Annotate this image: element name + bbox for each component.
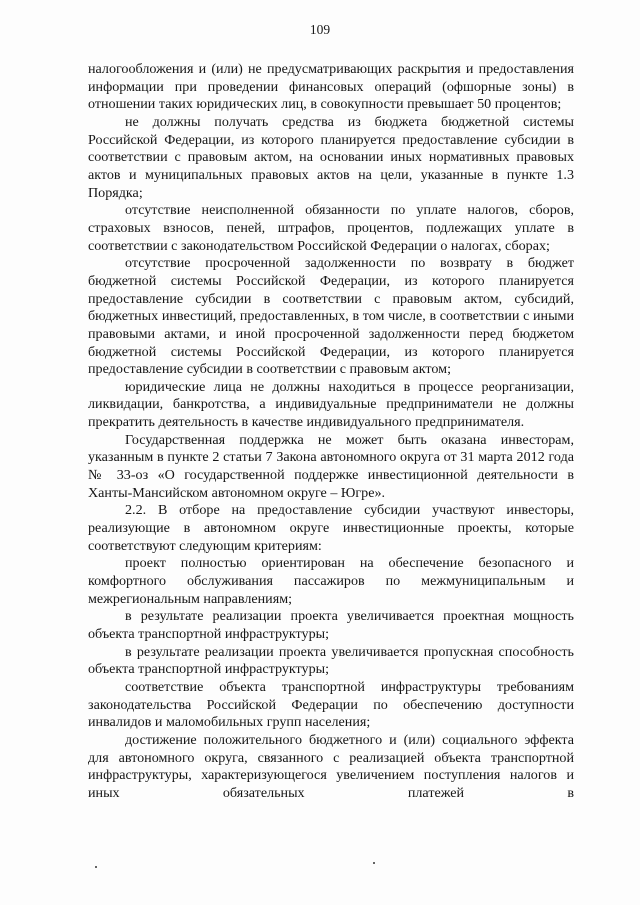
paragraph-no-tax-debt: отсутствие неисполненной обязанности по уплате налогов, сборов, страховых взносов, пеней, штрафов, процентов, подлежащих уплате в соответствии с законодательством Российской Федерации о налогах, сборах;	[88, 202, 574, 254]
paragraph-criterion-passenger-service: проект полностью ориентирован на обеспечение безопасного и комфортного обслуживания пассажиров по межмуниципальным и межрегиональным направлениям;	[88, 555, 574, 607]
paragraph-criterion-throughput: в результате реализации проекта увеличивается пропускная способность объекта транспортной инфраструктуры;	[88, 643, 574, 678]
paragraph-no-reorganization: юридические лица не должны находиться в процессе реорганизации, ликвидации, банкротства, а индивидуальные предприниматели не должны прекратить деятельность в качестве индивидуального предпринимателя.	[88, 378, 574, 431]
page-number: 109	[309, 22, 331, 37]
paragraph-criterion-accessibility: соответствие объекта транспортной инфраструктуры требованиям законодательства Российской Федерации по обеспечению доступности инвалидов и маломобильных групп населения;	[88, 678, 574, 731]
paragraph-state-support-exclusion: Государственная поддержка не может быть оказана инвесторам, указанным в пункте 2 статьи 7 Закона автономного округа от 31 марта 2012 года № 33-оз «О государственной поддержке инвестиционной деятельности в Ханты-Мансийском автономном округе – Югре».	[88, 431, 574, 501]
paragraph-section-2-2: 2.2. В отборе на предоставление субсидии участвуют инвесторы, реализующие в автономном округе инвестиционные проекты, которые соответствуют следующим критериям:	[88, 502, 574, 554]
paragraph-criterion-design-capacity: в результате реализации проекта увеличивается проектная мощность объекта транспортной инфраструктуры;	[88, 608, 574, 642]
paragraph-no-budget-funds: не должны получать средства из бюджета бюджетной системы Российской Федерации, из которого планируется предоставление субсидии в соответствии с правовым актом, на основании иных нормативных правовых актов и муниципальных правовых актов на цели, указанные в пункте 1.3 Порядка;	[88, 113, 574, 201]
paragraph-no-overdue-debt: отсутствие просроченной задолженности по возврату в бюджет бюджетной системы Российской Федерации, из которого планируется предоставление субсидии в соответствии с правовым актом, субсидий, бюджетных инвестиций, предоставленных, в том числе, в соответствии с иными правовыми актами, и иной просроченной задолженности перед бюджетом бюджетной системы Российской Федерации, из которого планируется предоставление субсидии в соответствии с правовым актом;	[88, 255, 574, 378]
document-body	[88, 61, 574, 803]
paragraph-offshore-continuation: налогообложения и (или) не предусматривающих раскрытия и предоставления информации при проведении финансовых операций (офшорные зоны) в отношении таких юридических лиц, в совокупности превышает 50 процентов;	[88, 61, 574, 113]
paragraph-criterion-budget-effect: достижение положительного бюджетного и (или) социального эффекта для автономного округа, связанного с реализацией объекта транспортной инфраструктуры, характеризующегося увеличением поступления налогов и иных обязательных платежей в	[88, 731, 574, 801]
scan-speck	[95, 866, 97, 868]
scan-speck	[373, 862, 375, 864]
